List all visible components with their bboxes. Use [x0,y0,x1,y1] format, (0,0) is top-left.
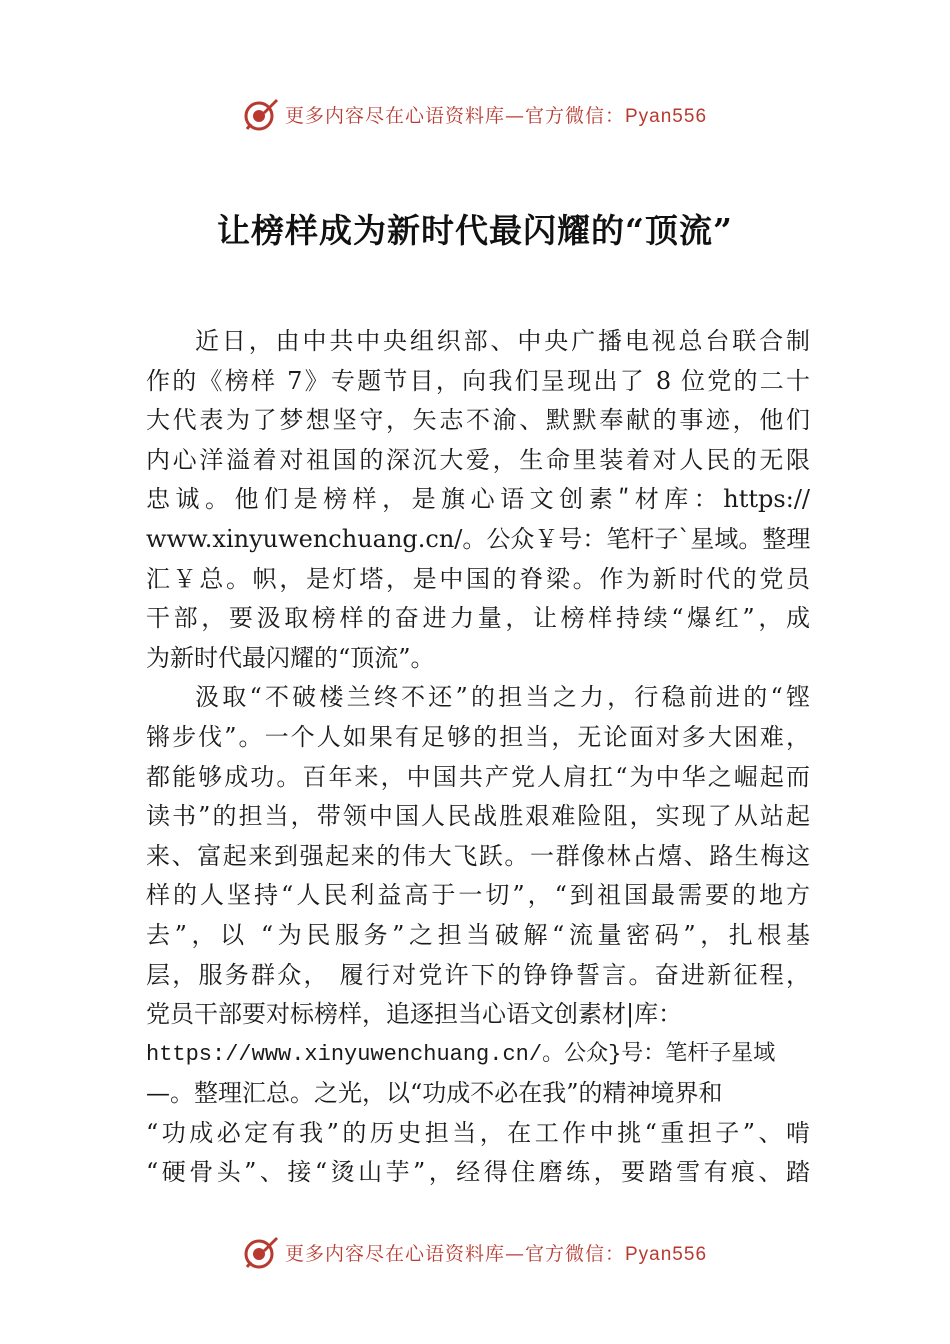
banner-wechat-handle: Pyan556 [625,1243,708,1265]
text-line: 党员干部要对标榜样，追逐担当心语文创素材|库： [146,1000,683,1029]
text-line: 锵步伐”。一个人如果有足够的担当，无论面对多大困难， [146,722,810,751]
text-line: 去”，以 “为民服务”之担当破解“流量密码”，扎根基 [146,920,810,949]
text-line: 层，服务群众， 履行对党许下的铮铮誓言。奋进新征程， [146,960,810,989]
header-watermark-banner [0,94,950,134]
page-title: 让榜样成为新时代最闪耀的“顶流” [217,211,733,250]
text-line: 样的人坚持“人民利益高于一切”，“到祖国最需要的地方 [146,881,810,910]
text-line: 汲取“不破楼兰终不还”的担当之力，行稳前进的“铿 [195,683,810,712]
text-line: 内心洋溢着对祖国的深沉大爱，生命里装着对人民的无限 [146,445,810,474]
text-line: 大代表为了梦想坚守，矢志不渝、默默奉献的事迹，他们 [146,406,810,435]
text-line: 为新时代最闪耀的“顶流”。 [146,643,435,672]
text-line: 忠诚。他们是榜样，是旗心语文创素ʺ材库：https:// [146,485,810,514]
footer-watermark-banner [0,1232,950,1272]
text-line: 作的《榜样 7》专题节目，向我们呈现出了 8 位党的二十 [146,366,810,395]
text-line: 近日，由中共中央组织部、中央广播电视总台联合制 [195,327,810,355]
text-line: 汇￥总。帜，是灯塔，是中国的脊梁。作为新时代的党员 [146,564,810,593]
banner-wechat-handle: Pyan556 [625,105,708,127]
article-body [146,322,810,1193]
banner-text: 更多内容尽在心语资料库—官方微信： [284,1242,625,1265]
pen-logo-icon [243,96,279,132]
text-line: www.xinyuwenchuang.cn/。公众￥号：笔杆子`星域。整理 [146,524,811,553]
banner-text: 更多内容尽在心语资料库—官方微信： [284,104,625,127]
text-line: “硬骨头”、接“烫山芋”，经得住磨练，要踏雪有痕、踏 [146,1158,810,1187]
pen-logo-icon [243,1234,279,1270]
text-line: “功成必定有我”的历史担当，在工作中挑“重担子”、啃 [146,1118,810,1147]
text-line: 都能够成功。百年来，中国共产党人肩扛“为中华之崛起而 [146,762,810,791]
text-line: 干部，要汲取榜样的奋进力量，让榜样持续“爆红”，成 [146,604,810,633]
text-line: 来、富起来到强起来的伟大飞跃。一群像林占熺、路生梅这 [146,841,810,870]
text-line: —。整理汇总。之光，以“功成不必在我”的精神境界和 [146,1079,723,1108]
text-line: 读书”的担当，带领中国人民战胜艰难险阻，实现了从站起 [146,802,810,831]
text-line: https://www.xinyuwenchuang.cn/。公众}号：笔杆子星域 [146,1041,776,1067]
